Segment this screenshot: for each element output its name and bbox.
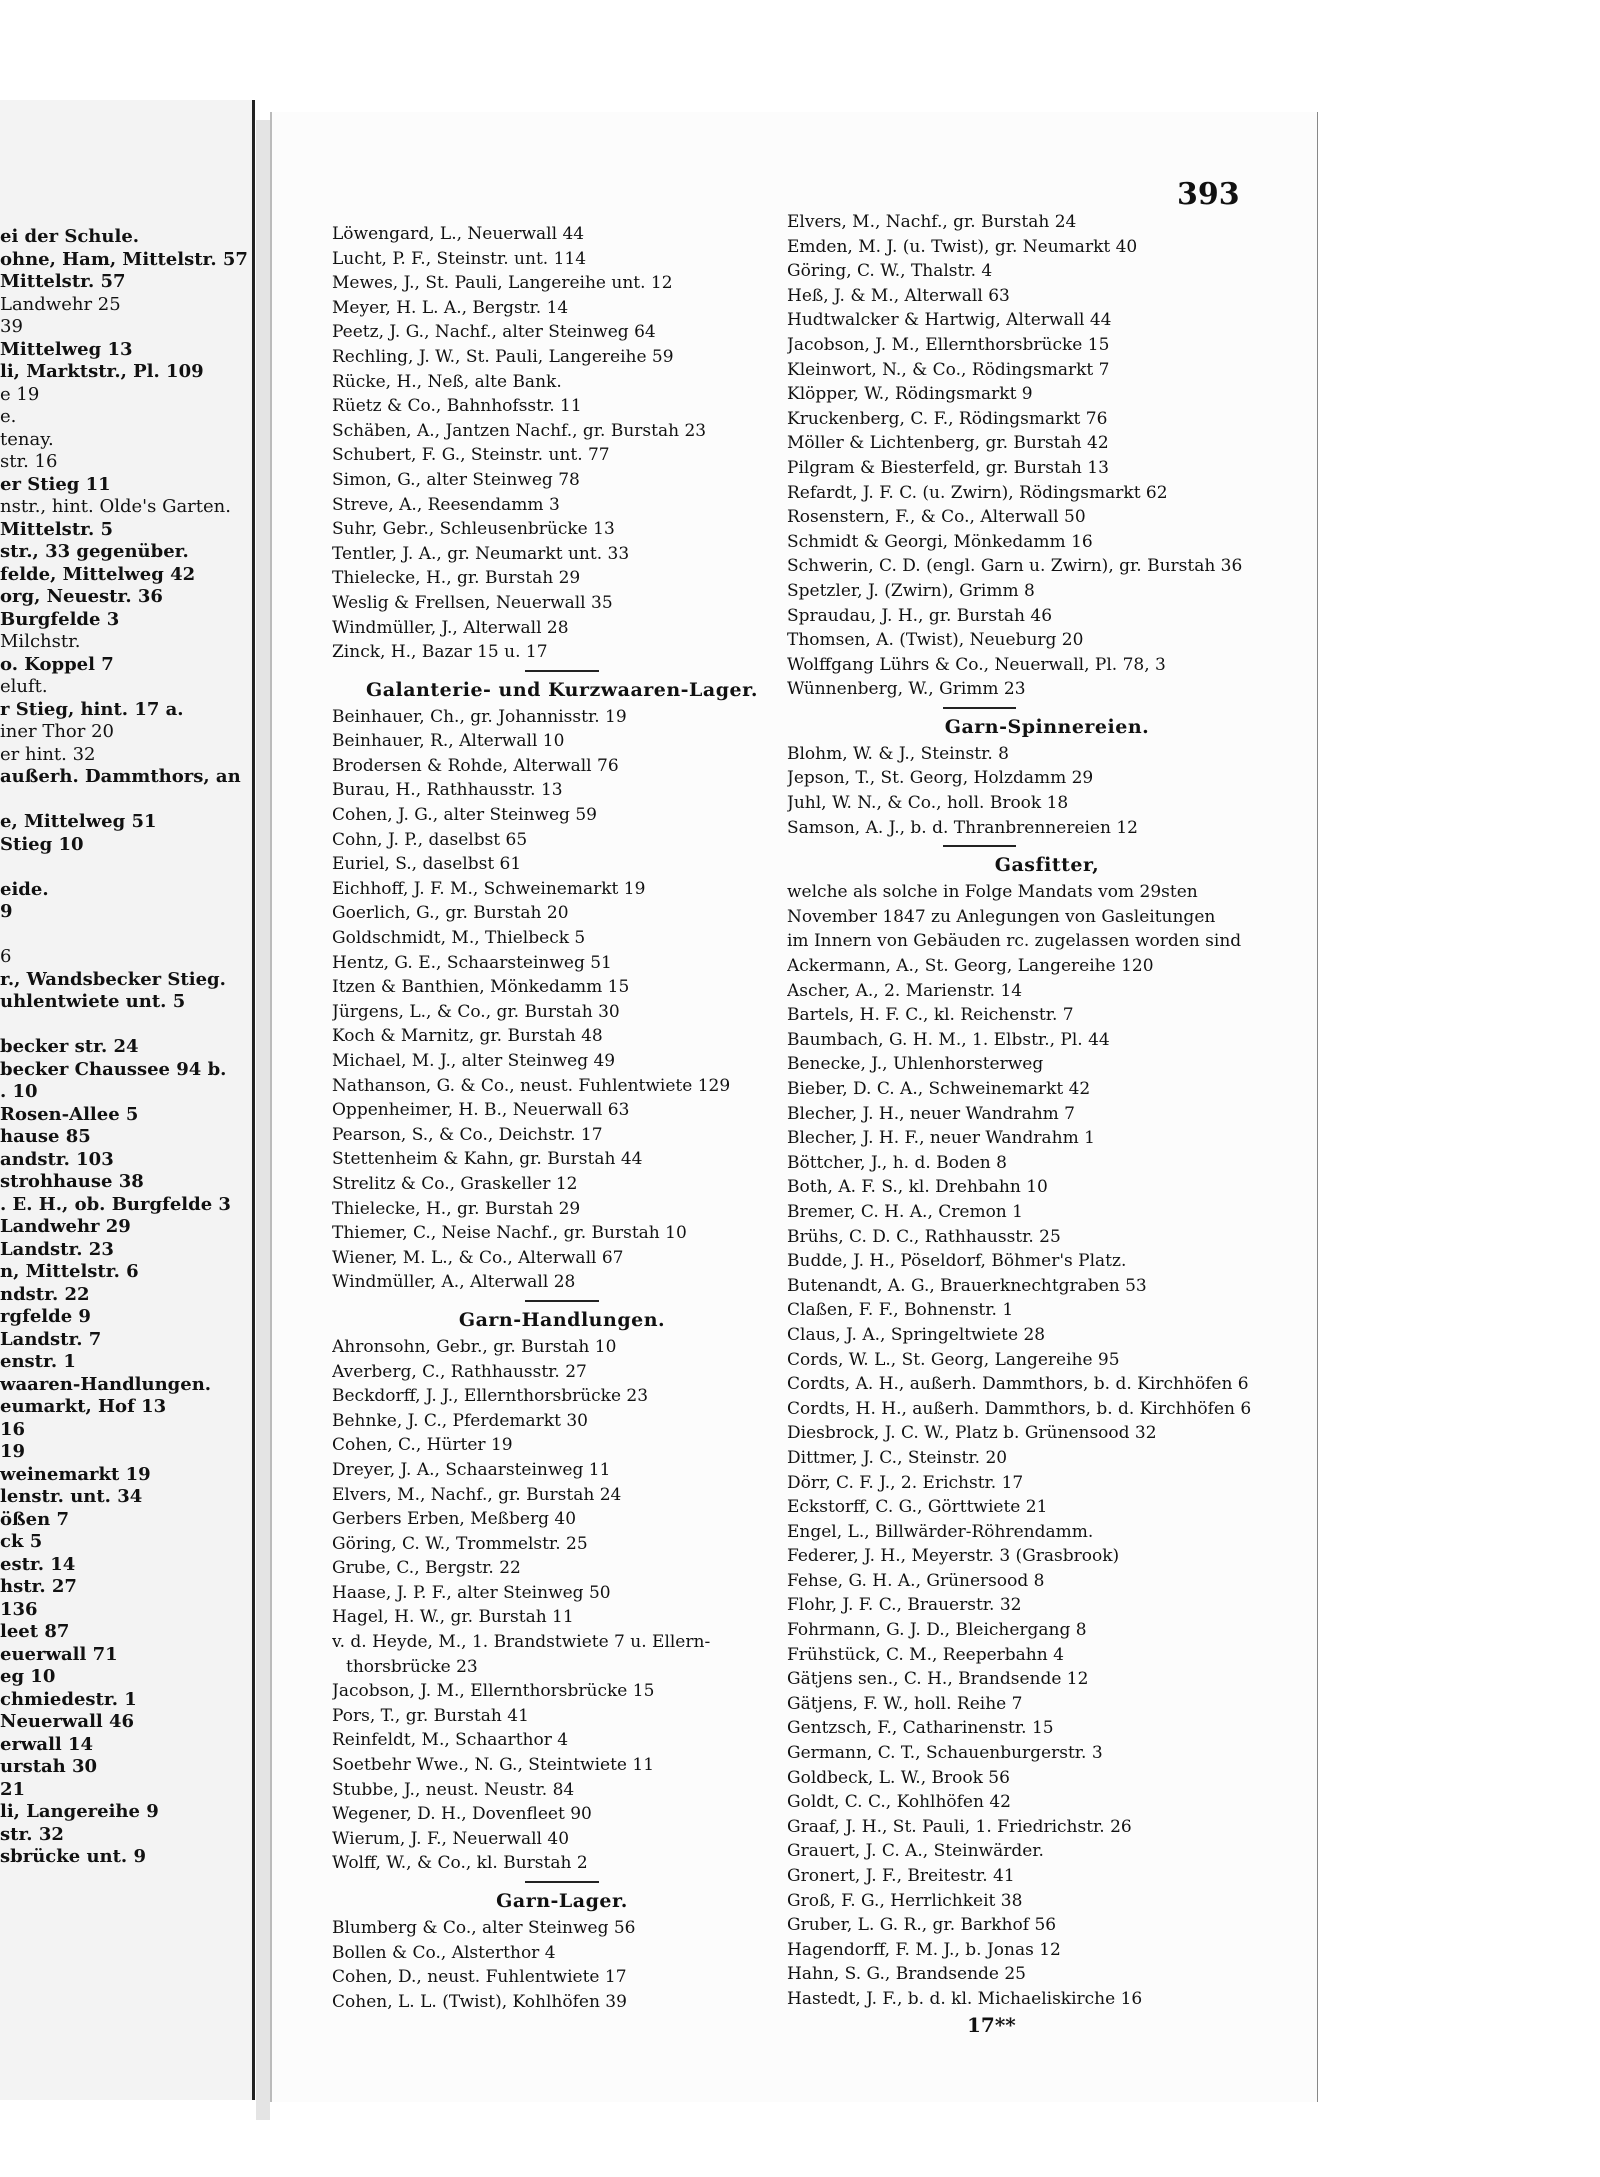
- previous-page-line: ei der Schule.: [0, 226, 140, 247]
- previous-page-line: Mittelweg 13: [0, 338, 133, 360]
- previous-page-line: erwall 14: [0, 1733, 94, 1755]
- directory-entry: thorsbrücke 23: [346, 1656, 478, 1677]
- previous-page-line: li, Langereihe 9: [0, 1801, 159, 1822]
- directory-entry: Pilgram & Biesterfeld, gr. Burstah 13: [787, 457, 1109, 478]
- previous-page-line: lenstr. unt. 34: [0, 1486, 143, 1507]
- directory-entry: Bollen & Co., Alsterthor 4: [332, 1942, 556, 1963]
- section-heading: Garn-Handlungen.: [458, 1308, 666, 1331]
- directory-entry: Kruckenberg, C. F., Rödingsmarkt 76: [787, 408, 1108, 429]
- directory-entry: Blohm, W. & J., Steinstr. 8: [787, 743, 1009, 764]
- directory-entry: Böttcher, J., h. d. Boden 8: [787, 1152, 1007, 1173]
- directory-entry: Löwengard, L., Neuerwall 44: [332, 224, 585, 244]
- previous-page-line: str., 33 gegenüber.: [0, 541, 189, 562]
- directory-entry: Spraudau, J. H., gr. Burstah 46: [787, 605, 1053, 626]
- directory-entry: Thielecke, H., gr. Burstah 29: [332, 1198, 581, 1219]
- directory-entry: Wierum, J. F., Neuerwall 40: [332, 1828, 570, 1849]
- directory-entry: Möller & Lichtenberg, gr. Burstah 42: [787, 433, 1109, 454]
- section-intro-line: November 1847 zu Anlegungen von Gasleitungen: [787, 906, 1216, 927]
- previous-page-line: . 10: [0, 1081, 38, 1102]
- previous-page-line: r., Wandsbecker Stieg.: [0, 968, 226, 990]
- directory-entry: Juhl, W. N., & Co., holl. Brook 18: [787, 793, 1069, 814]
- directory-entry: Klöpper, W., Rödingsmarkt 9: [787, 384, 1033, 405]
- section-heading: Galanterie- und Kurzwaaren-Lager.: [365, 678, 758, 701]
- directory-entry: Weslig & Frellsen, Neuerwall 35: [332, 592, 613, 613]
- previous-page-line: urstah 30: [0, 1756, 98, 1777]
- previous-page-line: 136: [0, 1598, 38, 1620]
- previous-page-line: eg 10: [0, 1666, 56, 1687]
- directory-entry: Flohr, J. F. C., Brauerstr. 32: [787, 1595, 1022, 1616]
- directory-entry: Meyer, H. L. A., Bergstr. 14: [332, 297, 569, 318]
- directory-entry: Elvers, M., Nachf., gr. Burstah 24: [787, 212, 1077, 232]
- directory-entry: Wünnenberg, W., Grimm 23: [787, 679, 1026, 700]
- directory-entry: Stubbe, J., neust. Neustr. 84: [332, 1779, 575, 1800]
- previous-page-line: Mittelstr. 5: [0, 518, 114, 540]
- directory-entry: Jacobson, J. M., Ellernthorsbrücke 15: [787, 334, 1110, 355]
- directory-entry: Cordts, A. H., außerh. Dammthors, b. d. Kirchhöfen 6: [787, 1374, 1249, 1395]
- previous-page-line: o. Koppel 7: [0, 653, 114, 675]
- directory-entry: Ahronsohn, Gebr., gr. Burstah 10: [332, 1336, 617, 1357]
- previous-page-line: estr. 14: [0, 1553, 76, 1575]
- previous-page-line: felde, Mittelweg 42: [0, 563, 196, 585]
- directory-entry: Brühs, C. D. C., Rathhausstr. 25: [787, 1226, 1061, 1247]
- directory-entry: Bremer, C. H. A., Cremon 1: [787, 1201, 1023, 1222]
- directory-entry: Beckdorff, J. J., Ellernthorsbrücke 23: [332, 1386, 649, 1407]
- directory-entry: Butenandt, A. G., Brauerknechtgraben 53: [787, 1275, 1147, 1296]
- directory-entry: Grauert, J. C. A., Steinwärder.: [787, 1841, 1044, 1862]
- previous-page-line: . E. H., ob. Burgfelde 3: [0, 1193, 231, 1215]
- page-margin: [1318, 100, 1600, 2177]
- section-divider: [787, 702, 1307, 712]
- previous-page-line: Landstr. 7: [0, 1328, 102, 1350]
- previous-page-line: [0, 856, 252, 879]
- previous-page-line: [0, 789, 252, 812]
- directory-entry: Cohen, J. G., alter Steinweg 59: [332, 805, 597, 826]
- directory-entry: Rücke, H., Neß, alte Bank.: [332, 371, 562, 392]
- previous-page-line: 16: [0, 1418, 26, 1440]
- directory-entry: Jepson, T., St. Georg, Holzdamm 29: [787, 768, 1094, 789]
- directory-entry: Ackermann, A., St. Georg, Langereihe 120: [787, 956, 1154, 977]
- directory-entry: Thielecke, H., gr. Burstah 29: [332, 568, 581, 589]
- directory-entry: Cohen, L. L. (Twist), Kohlhöfen 39: [332, 1991, 627, 2012]
- directory-entry: Goldt, C. C., Kohlhöfen 42: [787, 1792, 1011, 1813]
- directory-entry: Rosenstern, F., & Co., Alterwall 50: [787, 507, 1086, 528]
- previous-page-line: Mittelstr. 57: [0, 271, 126, 292]
- directory-entry: Haase, J. P. F., alter Steinweg 50: [332, 1582, 611, 1603]
- directory-entry: Thomsen, A. (Twist), Neueburg 20: [787, 630, 1084, 651]
- directory-entry: Koch & Marnitz, gr. Burstah 48: [332, 1026, 603, 1047]
- previous-page-line: n, Mittelstr. 6: [0, 1261, 139, 1282]
- directory-entry: Jürgens, L., & Co., gr. Burstah 30: [332, 1001, 620, 1022]
- directory-entry: Behnke, J. C., Pferdemarkt 30: [332, 1410, 588, 1431]
- previous-page-line: [0, 1014, 252, 1037]
- previous-page-line: eluft.: [0, 676, 48, 697]
- previous-page-line: nstr., hint. Olde's Garten.: [0, 496, 231, 517]
- directory-entry: Hagel, H. W., gr. Burstah 11: [332, 1607, 574, 1628]
- previous-page-line: li, Marktstr., Pl. 109: [0, 361, 204, 382]
- directory-entry: Windmüller, A., Alterwall 28: [332, 1272, 576, 1293]
- directory-entry: Tentler, J. A., gr. Neumarkt unt. 33: [332, 543, 630, 564]
- directory-entry: Wiener, M. L., & Co., Alterwall 67: [332, 1247, 624, 1268]
- directory-entry: Bartels, H. F. C., kl. Reichenstr. 7: [787, 1005, 1074, 1026]
- section-heading: Garn-Lager.: [496, 1890, 628, 1912]
- previous-page-line: e 19: [0, 383, 40, 405]
- directory-entry: Gätjens, F. W., holl. Reihe 7: [787, 1693, 1023, 1714]
- directory-entry: Stettenheim & Kahn, gr. Burstah 44: [332, 1149, 643, 1170]
- section-divider: [332, 1876, 792, 1886]
- previous-page-line: ohne, Ham, Mittelstr. 57: [0, 248, 248, 270]
- previous-page-line: außerh. Dammthors, an: [0, 766, 241, 787]
- directory-entry: Blumberg & Co., alter Steinweg 56: [332, 1918, 636, 1938]
- directory-entry: Averberg, C., Rathhausstr. 27: [332, 1361, 587, 1382]
- directory-entry: Rüetz & Co., Bahnhofsstr. 11: [332, 396, 582, 417]
- previous-page-line: 19: [0, 1441, 26, 1462]
- directory-entry: Claßen, F. F., Bohnenstr. 1: [787, 1300, 1014, 1321]
- previous-page-line: becker str. 24: [0, 1036, 139, 1057]
- previous-page-line: Landstr. 23: [0, 1238, 114, 1260]
- directory-entry: Both, A. F. S., kl. Drehbahn 10: [787, 1177, 1048, 1198]
- directory-entry: Elvers, M., Nachf., gr. Burstah 24: [332, 1484, 622, 1505]
- directory-entry: Suhr, Gebr., Schleusenbrücke 13: [332, 519, 615, 540]
- previous-page-line: org, Neuestr. 36: [0, 586, 163, 607]
- directory-entry: Schäben, A., Jantzen Nachf., gr. Burstah 23: [332, 420, 707, 441]
- directory-entry: Brodersen & Rohde, Alterwall 76: [332, 755, 619, 776]
- directory-entry: Graaf, J. H., St. Pauli, 1. Friedrichstr. 26: [787, 1816, 1132, 1837]
- section-heading: Garn-Spinnereien.: [944, 715, 1150, 738]
- directory-entry: Schmidt & Georgi, Mönkedamm 16: [787, 531, 1093, 552]
- directory-entry: Gruber, L. G. R., gr. Barkhof 56: [787, 1915, 1057, 1936]
- directory-page: [270, 112, 1320, 2102]
- previous-page-line: 39: [0, 316, 23, 337]
- directory-entry: Germann, C. T., Schauenburgerstr. 3: [787, 1743, 1103, 1764]
- directory-entry: Refardt, J. F. C. (u. Zwirn), Rödingsmarkt 62: [787, 482, 1168, 503]
- previous-page-line: hstr. 27: [0, 1576, 77, 1597]
- directory-entry: Zinck, H., Bazar 15 u. 17: [332, 642, 548, 663]
- directory-entry: Goldschmidt, M., Thielbeck 5: [332, 928, 586, 949]
- previous-page-line: Landwehr 25: [0, 293, 121, 315]
- previous-page-line: ndstr. 22: [0, 1283, 90, 1305]
- previous-page-line: eide.: [0, 878, 49, 900]
- previous-page-line: [0, 924, 252, 947]
- directory-entry: Nathanson, G. & Co., neust. Fuhlentwiete 129: [332, 1075, 731, 1096]
- directory-entry: Dreyer, J. A., Schaarsteinweg 11: [332, 1459, 611, 1480]
- section-intro-line: im Innern von Gebäuden rc. zugelassen worden sind: [787, 931, 1242, 952]
- directory-entry: Mewes, J., St. Pauli, Langereihe unt. 12: [332, 273, 673, 294]
- previous-page-line: euerwall 71: [0, 1643, 118, 1665]
- directory-entry: Federer, J. H., Meyerstr. 3 (Grasbrook): [787, 1546, 1120, 1567]
- directory-entry: Kleinwort, N., & Co., Rödingsmarkt 7: [787, 359, 1110, 380]
- directory-entry: Dörr, C. F. J., 2. Erichstr. 17: [787, 1472, 1024, 1493]
- directory-entry: Burau, H., Rathhausstr. 13: [332, 780, 563, 801]
- directory-entry: Emden, M. J. (u. Twist), gr. Neumarkt 40: [787, 236, 1138, 257]
- directory-entry: Claus, J. A., Springeltwiete 28: [787, 1324, 1046, 1345]
- directory-entry: Schubert, F. G., Steinstr. unt. 77: [332, 445, 610, 466]
- directory-entry: Goldbeck, L. W., Brook 56: [787, 1767, 1010, 1788]
- directory-entry: Rechling, J. W., St. Pauli, Langereihe 59: [332, 346, 674, 367]
- directory-entry: Blecher, J. H. F., neuer Wandrahm 1: [787, 1128, 1095, 1149]
- directory-entry: Blecher, J. H., neuer Wandrahm 7: [787, 1103, 1075, 1124]
- directory-entry: Frühstück, C. M., Reeperbahn 4: [787, 1644, 1064, 1665]
- directory-entry: Samson, A. J., b. d. Thranbrennereien 12: [787, 817, 1138, 838]
- previous-page-line: Landwehr 29: [0, 1216, 131, 1237]
- previous-page-line: leet 87: [0, 1621, 70, 1642]
- previous-page-line: strohhause 38: [0, 1171, 144, 1192]
- directory-entry: Baumbach, G. H. M., 1. Elbstr., Pl. 44: [787, 1029, 1110, 1050]
- section-divider: [332, 1295, 792, 1305]
- directory-entry: Cohn, J. P., daselbst 65: [332, 829, 528, 850]
- previous-page-line: ößen 7: [0, 1508, 70, 1530]
- previous-page-line: rgfelde 9: [0, 1306, 91, 1327]
- previous-page-line: e.: [0, 406, 17, 427]
- previous-page-lines: [0, 226, 252, 1869]
- previous-page-line: 21: [0, 1778, 26, 1800]
- directory-entry: Pors, T., gr. Burstah 41: [332, 1705, 529, 1726]
- previous-page-line: Milchstr.: [0, 631, 81, 652]
- directory-entry: Cordts, H. H., außerh. Dammthors, b. d. Kirchhöfen 6: [787, 1398, 1252, 1419]
- directory-entry: Bieber, D. C. A., Schweinemarkt 42: [787, 1079, 1091, 1099]
- previous-page-line: ck 5: [0, 1531, 43, 1552]
- directory-entry: Wolff, W., & Co., kl. Burstah 2: [332, 1853, 588, 1874]
- section-divider: [787, 840, 1307, 850]
- directory-entry: Göring, C. W., Trommelstr. 25: [332, 1533, 588, 1554]
- previous-page-line: iner Thor 20: [0, 721, 114, 742]
- directory-entry: Ascher, A., 2. Marienstr. 14: [787, 980, 1023, 1001]
- book-gutter: [256, 120, 270, 2120]
- directory-entry: Eckstorff, C. G., Görttwiete 21: [787, 1497, 1048, 1518]
- directory-entry: Wolffgang Lührs & Co., Neuerwall, Pl. 78, 3: [787, 654, 1166, 675]
- previous-page-line: becker Chaussee 94 b.: [0, 1058, 227, 1080]
- directory-entry: Cohen, C., Hürter 19: [332, 1435, 513, 1456]
- directory-entry: Wegener, D. H., Dovenfleet 90: [332, 1804, 592, 1825]
- directory-entry: Gätjens sen., C. H., Brandsende 12: [787, 1669, 1089, 1690]
- directory-entry: Heß, J. & M., Alterwall 63: [787, 285, 1010, 306]
- printer-signature-mark: 17**: [967, 2012, 1016, 2037]
- directory-entry: Peetz, J. G., Nachf., alter Steinweg 64: [332, 322, 656, 343]
- previous-page-line: hause 85: [0, 1126, 91, 1147]
- directory-entry: Thiemer, C., Neise Nachf., gr. Burstah 10: [332, 1223, 687, 1244]
- directory-entry: Euriel, S., daselbst 61: [332, 854, 522, 875]
- directory-entry: Pearson, S., & Co., Deichstr. 17: [332, 1124, 603, 1145]
- previous-page-line: weinemarkt 19: [0, 1463, 151, 1485]
- previous-page-line: eumarkt, Hof 13: [0, 1396, 167, 1417]
- directory-entry: Goerlich, G., gr. Burstah 20: [332, 903, 569, 924]
- directory-entry: Reinfeldt, M., Schaarthor 4: [332, 1730, 569, 1751]
- previous-page-line: str. 16: [0, 451, 58, 472]
- directory-entry: Hentz, G. E., Schaarsteinweg 51: [332, 952, 612, 973]
- directory-entry: Soetbehr Wwe., N. G., Steintwiete 11: [332, 1755, 655, 1776]
- section-heading: Gasfitter,: [994, 854, 1100, 877]
- previous-page-line: tenay.: [0, 428, 54, 450]
- previous-page-line: Neuerwall 46: [0, 1711, 135, 1732]
- directory-entry: Strelitz & Co., Graskeller 12: [332, 1173, 578, 1194]
- previous-page-line: er hint. 32: [0, 743, 96, 765]
- directory-entry: Grube, C., Bergstr. 22: [332, 1558, 521, 1579]
- previous-page-line: 6: [0, 946, 12, 967]
- previous-page-line: Burgfelde 3: [0, 608, 120, 630]
- directory-entry: v. d. Heyde, M., 1. Brandstwiete 7 u. Ellern-: [332, 1632, 711, 1653]
- directory-entry: Lucht, P. F., Steinstr. unt. 114: [332, 248, 587, 269]
- directory-entry: Hudtwalcker & Hartwig, Alterwall 44: [787, 310, 1112, 331]
- previous-page-line: e, Mittelweg 51: [0, 811, 157, 832]
- directory-entry: Diesbrock, J. C. W., Platz b. Grünensood 32: [787, 1423, 1157, 1444]
- previous-page-fragment: [0, 100, 255, 2100]
- directory-entry: Cords, W. L., St. Georg, Langereihe 95: [787, 1349, 1120, 1370]
- directory-entry: Simon, G., alter Steinweg 78: [332, 469, 580, 490]
- directory-entry: Göring, C. W., Thalstr. 4: [787, 261, 993, 282]
- previous-page-line: er Stieg 11: [0, 473, 111, 495]
- previous-page-line: Rosen-Allee 5: [0, 1103, 139, 1125]
- directory-entry: Spetzler, J. (Zwirn), Grimm 8: [787, 580, 1035, 601]
- directory-entry: Schwerin, C. D. (engl. Garn u. Zwirn), gr. Burstah 36: [787, 556, 1243, 577]
- directory-entry: Michael, M. J., alter Steinweg 49: [332, 1051, 616, 1071]
- previous-page-line: str. 32: [0, 1823, 64, 1845]
- directory-entry: Engel, L., Billwärder-Röhrendamm.: [787, 1521, 1094, 1542]
- previous-page-line: waaren-Handlungen.: [0, 1373, 212, 1395]
- directory-column-left: [332, 222, 792, 2014]
- directory-entry: Groß, F. G., Herrlichkeit 38: [787, 1890, 1023, 1911]
- directory-entry: Windmüller, J., Alterwall 28: [332, 617, 569, 638]
- directory-entry: Streve, A., Reesendamm 3: [332, 494, 560, 515]
- section-divider: [332, 665, 792, 675]
- previous-page-line: uhlentwiete unt. 5: [0, 991, 186, 1012]
- directory-entry: Hastedt, J. F., b. d. kl. Michaeliskirche 16: [787, 1988, 1143, 2009]
- directory-entry: Hagendorff, F. M. J., b. Jonas 12: [787, 1939, 1061, 1960]
- directory-entry: Eichhoff, J. F. M., Schweinemarkt 19: [332, 878, 646, 899]
- directory-entry: Itzen & Banthien, Mönkedamm 15: [332, 977, 630, 998]
- directory-entry: Cohen, D., neust. Fuhlentwiete 17: [332, 1967, 627, 1988]
- previous-page-line: 9: [0, 901, 13, 922]
- directory-entry: Gerbers Erben, Meßberg 40: [332, 1509, 577, 1530]
- directory-entry: Benecke, J., Uhlenhorsterweg: [787, 1054, 1044, 1075]
- directory-entry: Hahn, S. G., Brandsende 25: [787, 1964, 1026, 1985]
- directory-entry: Fehse, G. H. A., Grünersood 8: [787, 1570, 1045, 1591]
- directory-entry: Gentzsch, F., Catharinenstr. 15: [787, 1718, 1054, 1739]
- previous-page-line: Stieg 10: [0, 833, 84, 855]
- directory-entry: Beinhauer, Ch., gr. Johannisstr. 19: [332, 706, 627, 727]
- directory-entry: Budde, J. H., Pöseldorf, Böhmer's Platz.: [787, 1251, 1127, 1272]
- previous-page-line: andstr. 103: [0, 1148, 114, 1170]
- page-number: 393: [1177, 177, 1240, 212]
- directory-entry: Jacobson, J. M., Ellernthorsbrücke 15: [332, 1681, 655, 1702]
- directory-entry: Beinhauer, R., Alterwall 10: [332, 731, 565, 752]
- previous-page-line: r Stieg, hint. 17 a.: [0, 698, 184, 720]
- previous-page-line: chmiedestr. 1: [0, 1688, 137, 1710]
- section-intro-line: welche als solche in Folge Mandats vom 29sten: [787, 882, 1198, 903]
- directory-column-right: [787, 210, 1307, 2038]
- directory-entry: Gronert, J. F., Breitestr. 41: [787, 1866, 1015, 1886]
- directory-entry: Fohrmann, G. J. D., Bleichergang 8: [787, 1620, 1087, 1641]
- previous-page-line: enstr. 1: [0, 1351, 76, 1372]
- directory-entry: Dittmer, J. C., Steinstr. 20: [787, 1447, 1008, 1468]
- previous-page-line: sbrücke unt. 9: [0, 1846, 146, 1867]
- directory-entry: Oppenheimer, H. B., Neuerwall 63: [332, 1100, 630, 1121]
